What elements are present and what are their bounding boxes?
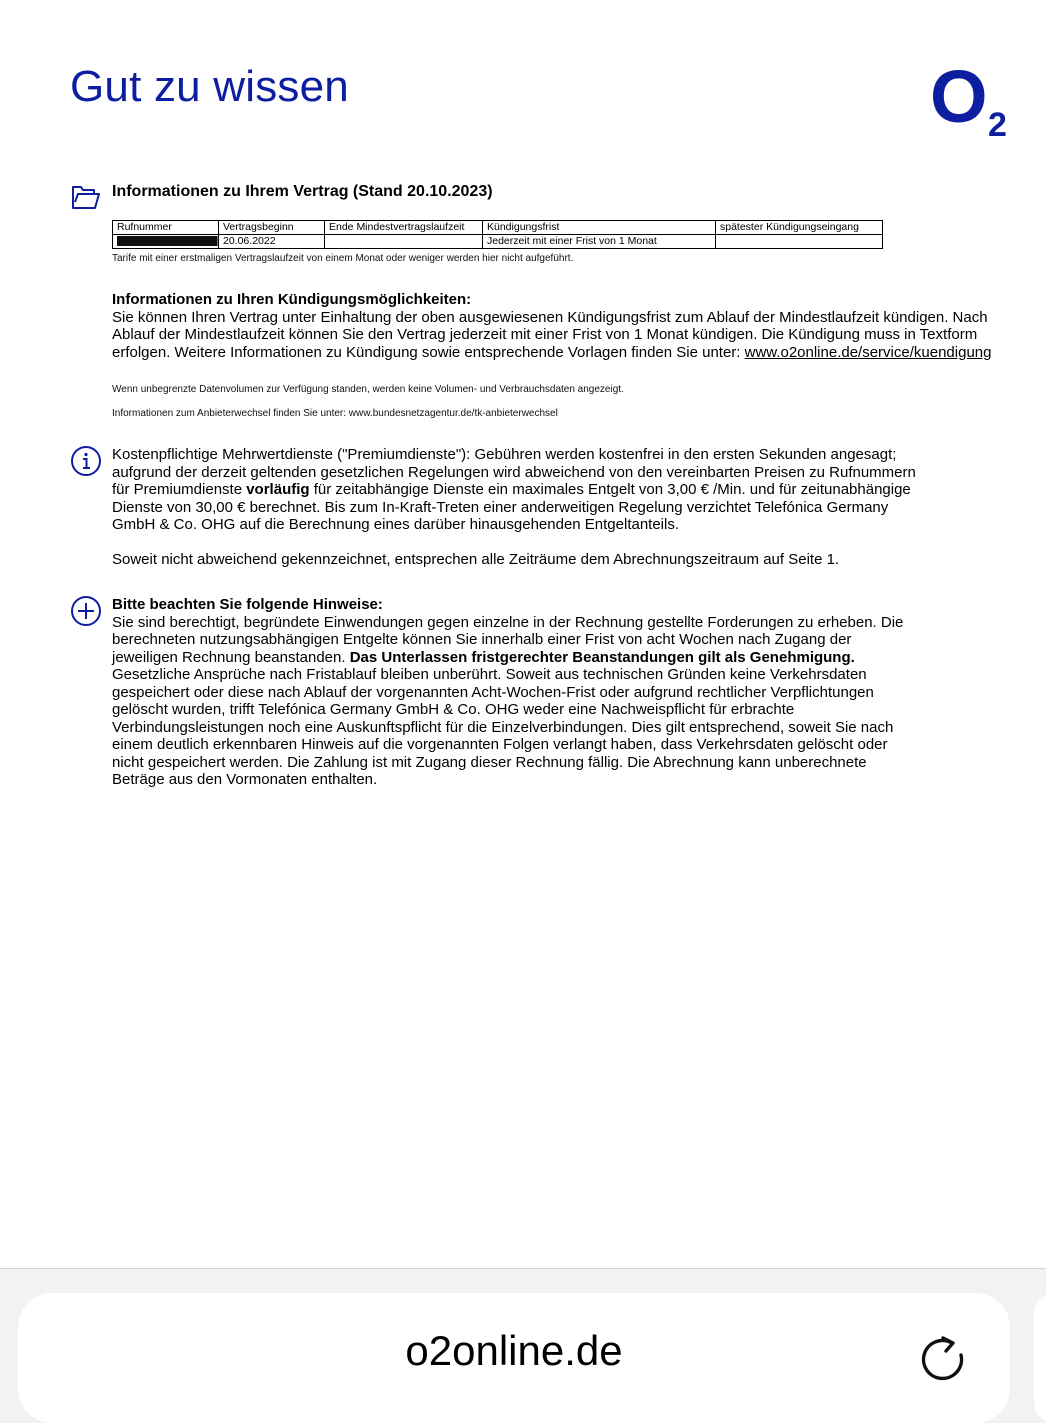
hints-line: einem deutlich erkennbaren Hinweis auf die vorgenannten Folgen verlangt haben, dass Verkehrsdaten gelöscht oder — [112, 736, 888, 753]
hints-line-text: jeweiligen Rechnung beanstanden. — [112, 648, 350, 666]
cancellation-line-text: erfolgen. Weitere Informationen zu Kündigung sowie entsprechende Vorlagen finden Sie unter: — [112, 343, 745, 361]
cancellation-block — [112, 291, 991, 361]
hints-heading: Bitte beachten Sie folgende Hinweise: — [112, 596, 383, 613]
o2-logo-letter: O — [930, 62, 988, 138]
hints-line: Beträge aus den Vormonaten enthalten. — [112, 771, 378, 788]
hints-line: gelöscht wurden, trifft Telefónica Germany GmbH & Co. OHG weder eine Nachweispflicht für erbrachte — [112, 701, 795, 718]
provider-switch-note: Informationen zum Anbieterwechsel finden Sie unter: www.bundesnetzagentur.de/tk-anbieterwechsel — [112, 408, 558, 419]
period-note: Soweit nicht abweichend gekennzeichnet, entsprechen alle Zeiträume dem Abrechnungszeitraum auf Seite 1. — [112, 551, 840, 568]
cancellation-heading: Informationen zu Ihren Kündigungsmöglichkeiten: — [112, 291, 472, 308]
tariff-note: Tarife mit einer erstmaligen Vertragslaufzeit von einem Monat oder weniger werden hier nicht aufgeführt. — [112, 253, 574, 264]
col-header-ende-mindestlaufzeit: Ende Mindestvertragslaufzeit — [325, 221, 483, 235]
url-text[interactable]: o2online.de — [405, 1327, 623, 1374]
o2-logo-subscript: 2 — [988, 106, 1007, 142]
cancellation-line: Ablauf der Mindestlaufzeit können Sie den Vertrag jederzeit mit einer Frist von 1 Monat kündigen. Die Kündigung muss in Textform — [112, 326, 978, 343]
cell-rufnummer-redacted — [113, 235, 219, 249]
next-tab-pill[interactable] — [1034, 1293, 1046, 1423]
cell-vertragsbeginn: 20.06.2022 — [219, 235, 325, 249]
premium-bold-text: vorläufig — [246, 481, 310, 498]
cell-spaetester-eingang — [716, 235, 883, 249]
cancellation-line: Sie können Ihren Vertrag unter Einhaltung der oben ausgewiesenen Kündigungsfrist zum Ablauf der Mindestlaufzeit kündigen. Nach — [112, 308, 988, 326]
contract-info-title: Informationen zu Ihrem Vertrag (Stand 20.10.2023) — [112, 183, 493, 200]
premium-line — [112, 481, 916, 499]
hints-line: gespeichert oder diese nach Ablauf der vorgenannten Acht-Wochen-Frist oder aufgrund rechtlicher Verpflichtungen — [112, 683, 874, 701]
hints-bold-text: Das Unterlassen fristgerechter Beanstandungen gilt als Genehmigung. — [349, 648, 855, 666]
o2-logo — [930, 62, 1020, 142]
premium-line: aufgrund der derzeit geltenden gesetzlichen Regelungen wird abweichend von den vereinbarten Preisen zu Rufnummern — [112, 463, 916, 481]
plus-circle-icon — [70, 595, 102, 627]
col-header-vertragsbeginn: Vertragsbeginn — [219, 221, 325, 235]
table-row — [113, 235, 883, 249]
premium-line-text: für Premiumdienste — [112, 481, 247, 498]
table-header-row — [113, 221, 883, 235]
hints-block — [112, 596, 903, 789]
hints-line: nicht gespeichert werden. Die Zahlung ist mit Zugang dieser Rechnung fällig. Die Abrechnung kann unberechnete — [112, 753, 867, 771]
cell-ende-mindestlaufzeit — [325, 235, 483, 249]
redaction-bar — [117, 236, 219, 246]
col-header-rufnummer: Rufnummer — [113, 221, 219, 235]
col-header-spaetester-eingang: spätester Kündigungseingang — [716, 221, 883, 235]
hints-line — [112, 649, 903, 667]
premium-line: Dienste von 30,00 € berechnet. Bis zum In-Kraft-Treten einer anderweitigen Regelung verzichtet Telefónica Germany — [112, 498, 889, 516]
hints-line: Sie sind berechtigt, begründete Einwendungen gegen einzelne in der Rechnung gestellte Forderungen zu erheben. Die — [112, 613, 904, 631]
premium-line: GmbH & Co. OHG auf die Berechnung eines darüber hinausgehenden Entgeltanteils. — [112, 516, 680, 533]
cancellation-link[interactable]: www.o2online.de/service/kuendigung — [744, 343, 992, 361]
hints-line: Verbindungsleistungen noch eine Auskunftspflicht für die Einzelverbindungen. Dies gilt entsprechend, soweit Sie nach — [112, 718, 894, 736]
col-header-kuendigungsfrist: Kündigungsfrist — [483, 221, 716, 235]
folder-icon — [70, 182, 102, 212]
data-volume-note: Wenn unbegrenzte Datenvolumen zur Verfügung standen, werden keine Volumen- und Verbrauchsdaten angezeigt. — [112, 384, 624, 395]
contract-table — [112, 220, 883, 249]
premium-block — [112, 446, 916, 534]
hints-line: Gesetzliche Ansprüche nach Fristablauf bleiben unberührt. Soweit aus technischen Gründen keine Verkehrsdaten — [112, 666, 867, 683]
info-icon — [70, 445, 102, 477]
page-title: Gut zu wissen — [70, 62, 349, 111]
premium-line: Kostenpflichtige Mehrwertdienste ("Premiumdienste"): Gebühren werden kostenfrei in den ersten Sekunden angesagt; — [112, 446, 897, 463]
premium-line-text: für zeitabhängige Dienste ein maximales Entgelt von 3,00 € /Min. und für zeitunabhängige — [309, 481, 911, 498]
address-bar[interactable] — [18, 1293, 1010, 1423]
cancellation-line — [112, 344, 991, 362]
hints-line: berechneten nutzungsabhängigen Entgelte können Sie innerhalb einer Frist von acht Wochen nach Zugang der — [112, 631, 852, 648]
reload-icon[interactable] — [916, 1331, 970, 1385]
cell-kuendigungsfrist: Jederzeit mit einer Frist von 1 Monat — [483, 235, 716, 249]
